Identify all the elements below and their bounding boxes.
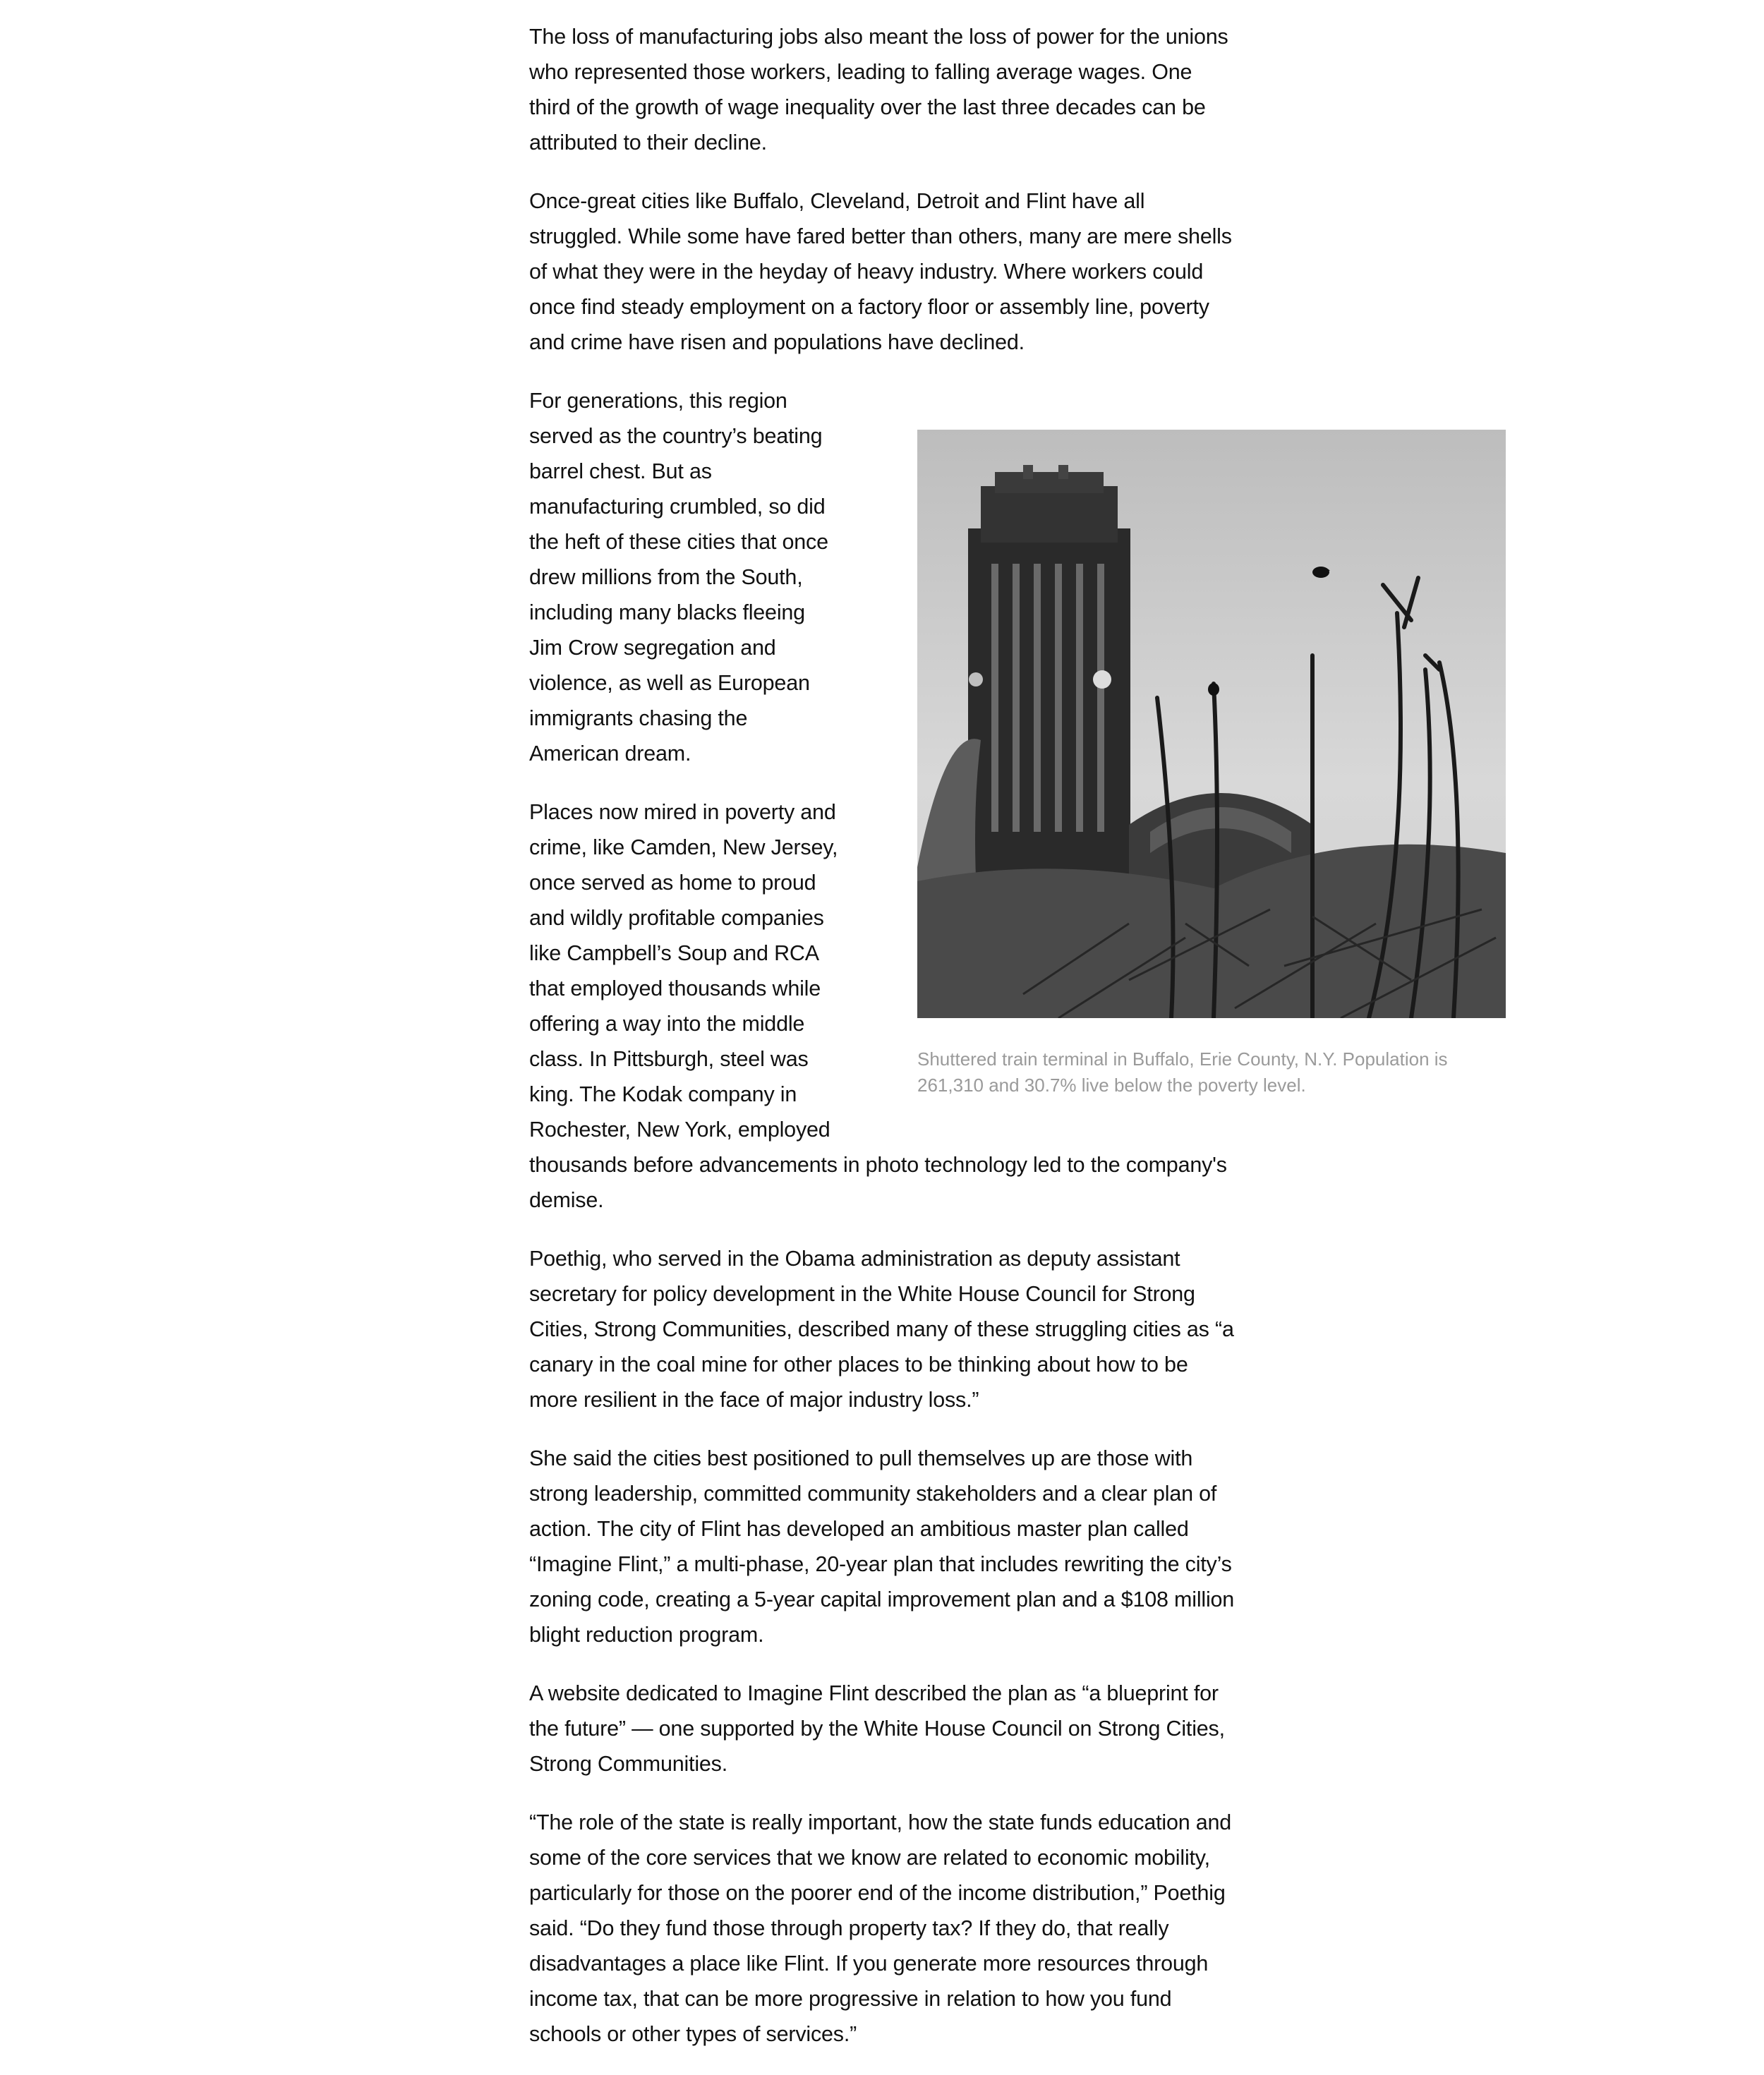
paragraph-2: Once-great cities like Buffalo, Cleveland, Detroit and Flint have all struggled. While some have fared better than others, many are mere shells of what they were in the heyday of heavy industry. Where workers could once find steady employment on a factory floor or assembly line, poverty and crime have risen and populations have declined. bbox=[529, 189, 1232, 354]
paragraph-7: A website dedicated to Imagine Flint described the plan as “a blueprint for the future” — one supported by the White House Council on Strong Cities, Strong Communities. bbox=[529, 1681, 1225, 1776]
paragraph-1: The loss of manufacturing jobs also meant the loss of power for the unions who represented those workers, leading to falling average wages. One third of the growth of wage inequality over the last three decades can be attributed to their decline. bbox=[529, 25, 1228, 155]
paragraph-6: She said the cities best positioned to pull themselves up are those with strong leadership, committed community stakeholders and a clear plan of action. The city of Flint has developed an ambitious master plan called “Imagine Flint,” a multi-phase, 20-year plan that includes rewriting the city’s zoning code, creating a 5-year capital improvement plan and a $108 million blight reduction program. bbox=[529, 1446, 1235, 1647]
paragraph-8: “The role of the state is really important, how the state funds education and some of the core services that we know are related to economic mobility, particularly for those on the poorer end of the income distribution,” Poethig said. “Do they fund those through property tax? If they do, that really disadvantages a place like Flint. If you generate more resources through income tax, that can be more progressive in relation to how you fund schools or other types of services.” bbox=[529, 1810, 1232, 2046]
paragraph-5: Poethig, who served in the Obama administration as deputy assistant secretary for policy development in the White House Council for Strong Cities, Strong Communities, described many of these struggling cities as “a canary in the coal mine for other places to be thinking about how to be more resilient in the face of major industry loss.” bbox=[529, 1247, 1234, 1412]
photo-train-terminal bbox=[917, 430, 1506, 1018]
paragraph-3: For generations, this region served as the country’s beating barrel chest. But as manufacturing crumbled, so did the heft of these cities that once drew millions from the South, including many blacks fleeing Jim Crow segregation and violence, as well as European immigrants chasing the American dream. bbox=[529, 389, 828, 766]
article-figure bbox=[917, 430, 1506, 1099]
paragraph-4: Places now mired in poverty and crime, like Camden, New Jersey, once served as home to proud and wildly profitable companies like Campbell’s Soup and RCA that employed thousands while offering a way into the middle class. In Pittsburgh, steel was king. The Kodak company in Rochester, New York, employed thousands before advancements in photo technology led to the company's demise. bbox=[529, 800, 1227, 1212]
figure-caption: Shuttered train terminal in Buffalo, Erie County, N.Y. Population is 261,310 and 30.7% live below the poverty level. bbox=[917, 1048, 1448, 1096]
